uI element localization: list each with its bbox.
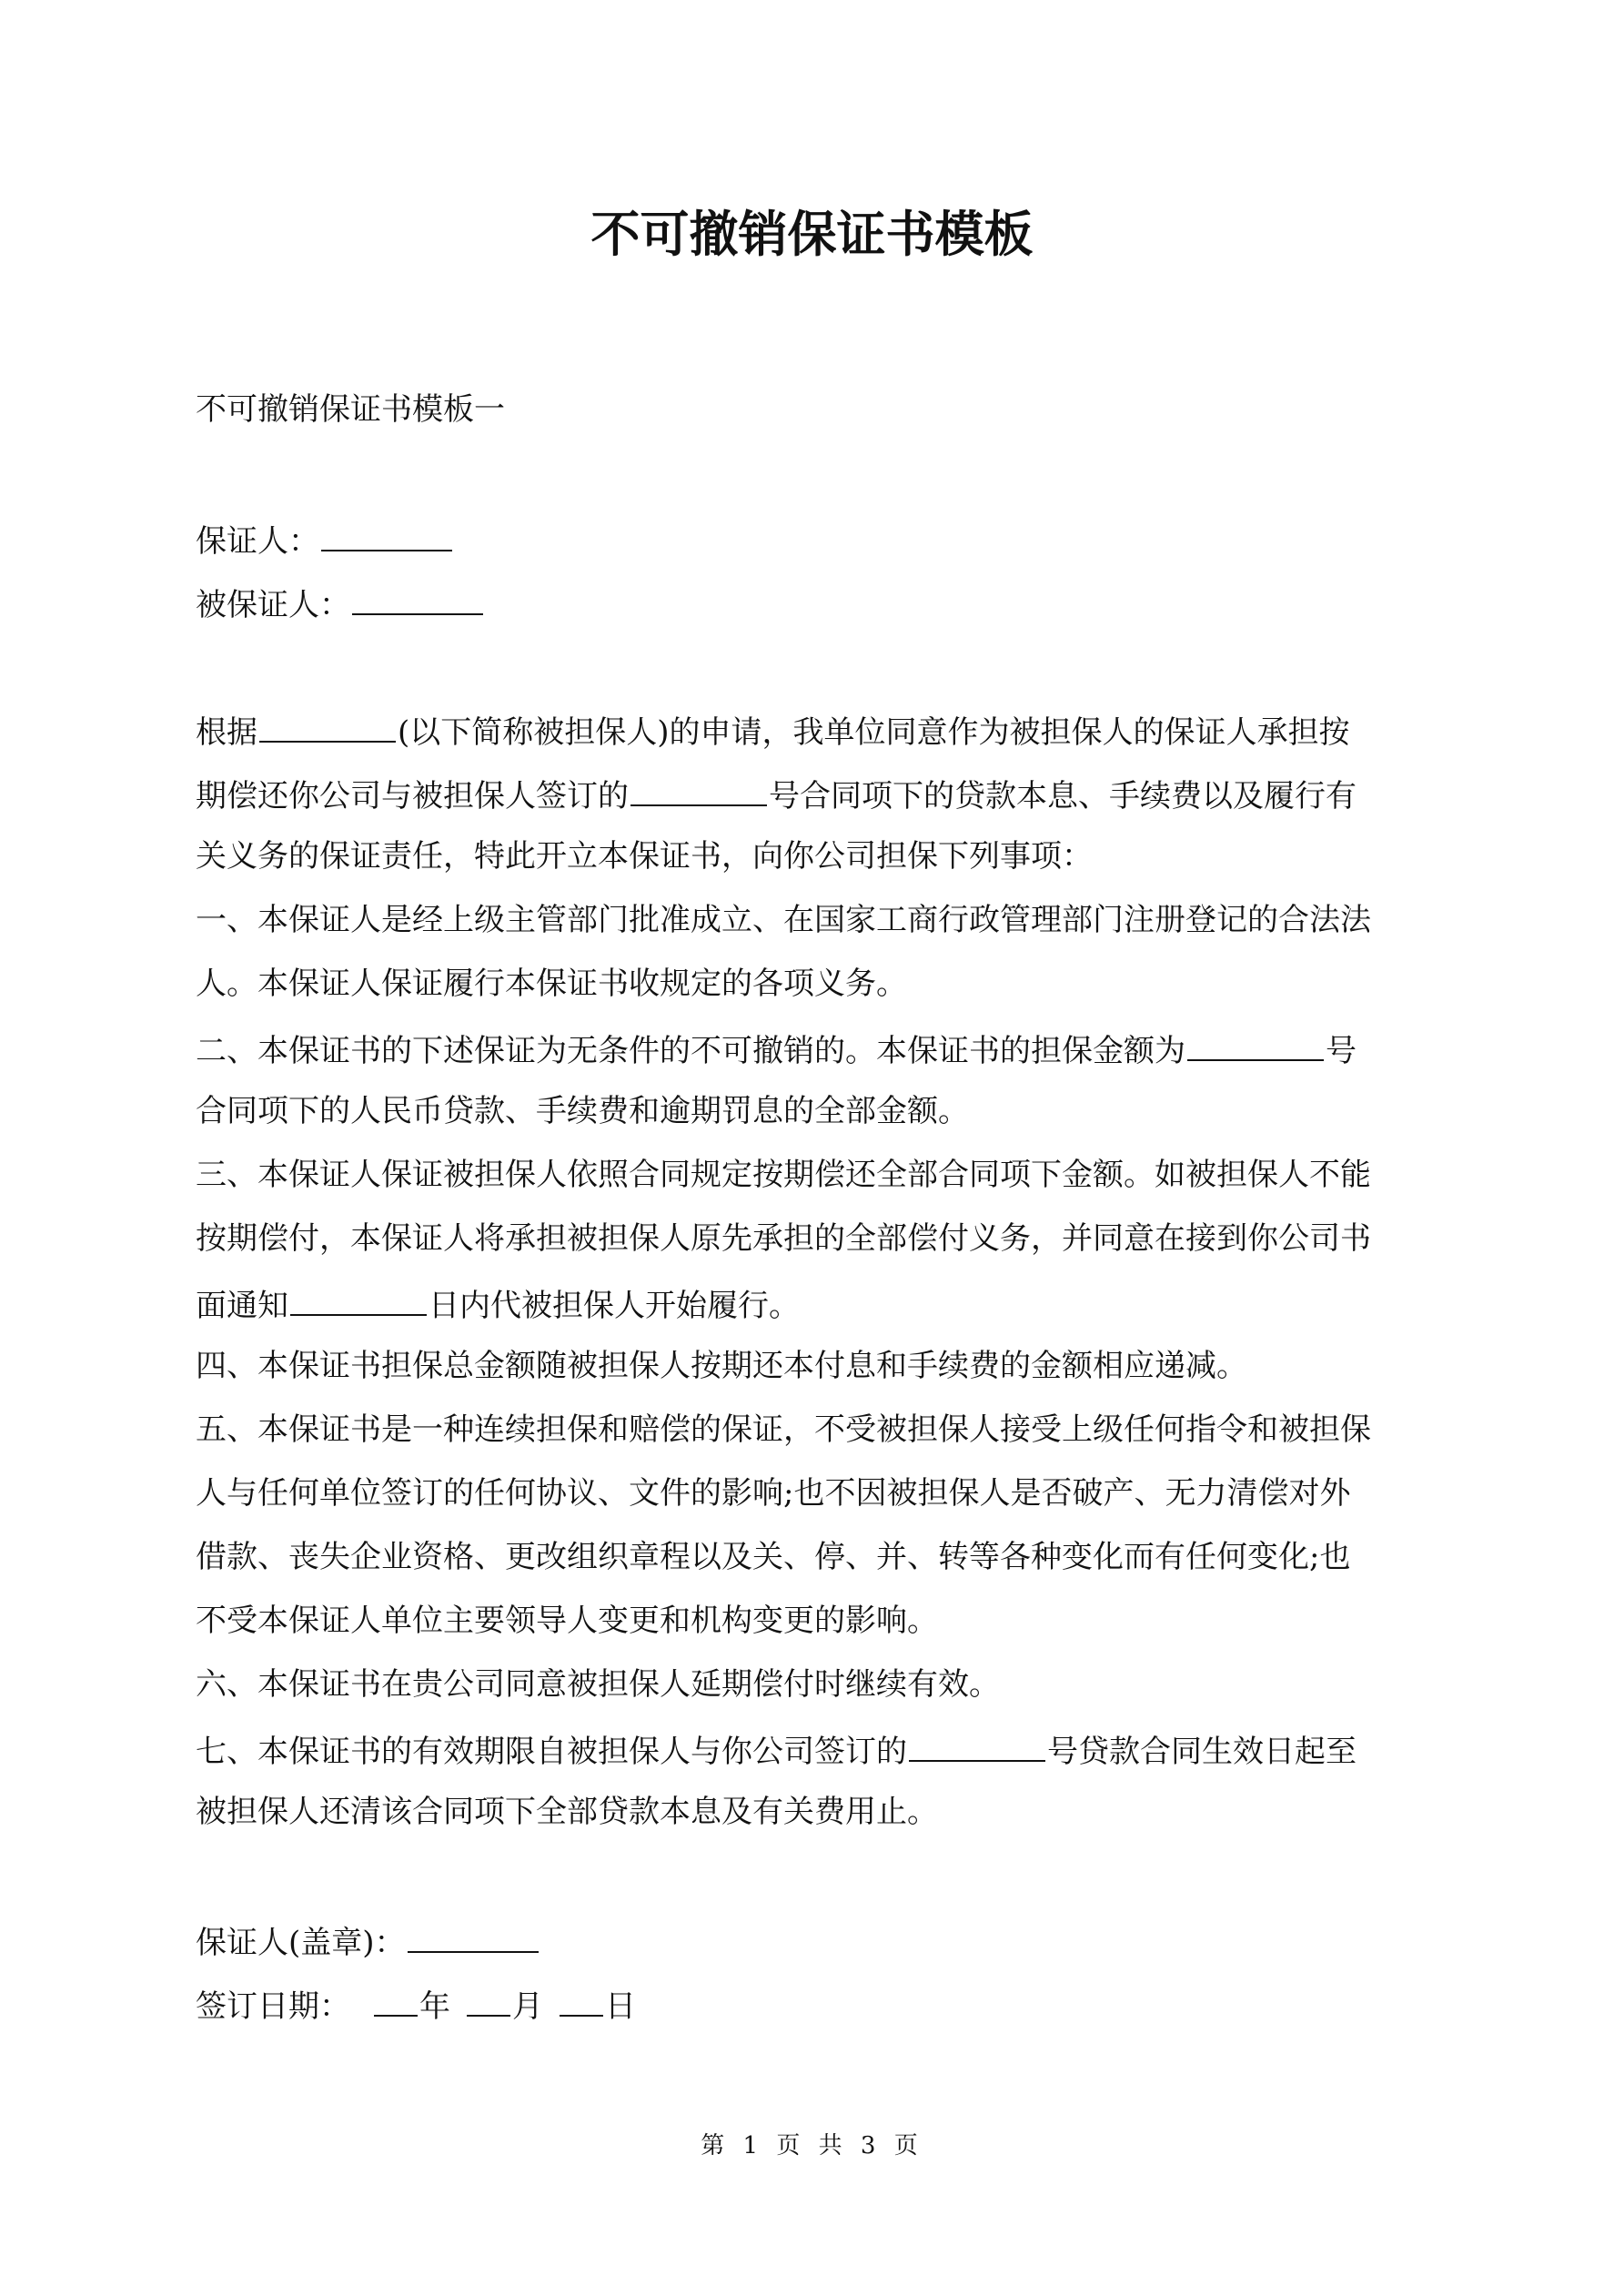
seal-blank (408, 1918, 539, 1953)
clause-5-line: 借款、丧失企业资格、更改组织章程以及关、停、并、转等各种变化而有任何变化;也 (196, 1539, 1351, 1575)
guaranteed-blank (352, 581, 483, 615)
days-blank (290, 1281, 427, 1316)
text-fragment: 号 (1326, 1033, 1357, 1069)
text-fragment: 号贷款合同生效日起至 (1047, 1734, 1357, 1770)
seal-line (196, 1918, 540, 1960)
date-label: 签订日期： (196, 1988, 350, 2025)
document-title: 不可撤销保证书模板 (590, 205, 1034, 263)
clause-5-line: 五、本保证书是一种连续担保和赔偿的保证，不受被担保人接受上级任何指令和被担保 (196, 1411, 1371, 1448)
clause-1-line: 一、本保证人是经上级主管部门批准成立、在国家工商行政管理部门注册登记的合法法 (196, 902, 1371, 938)
clause-5-line: 人与任何单位签订的任何协议、文件的影响;也不因被担保人是否破产、无力清偿对外 (196, 1475, 1351, 1512)
clause-5-line: 不受本保证人单位主要领导人变更和机构变更的影响。 (196, 1603, 938, 1639)
clause-4-line: 四、本保证书担保总金额随被担保人按期还本付息和手续费的金额相应递减。 (196, 1348, 1247, 1384)
seal-label: 保证人(盖章)： (196, 1925, 406, 1961)
guarantor-line (196, 517, 454, 559)
clause-7-line: 被担保人还清该合同项下全部贷款本息及有关费用止。 (196, 1794, 938, 1830)
year-blank (374, 1982, 418, 2017)
subtitle: 不可撤销保证书模板一 (196, 391, 505, 428)
text-fragment: 根据 (196, 714, 257, 751)
day-blank (560, 1982, 603, 2017)
paragraph-line (196, 772, 1357, 814)
contract-number-blank (630, 772, 767, 806)
loan-contract-blank (909, 1727, 1045, 1762)
text-fragment: 日内代被担保人开始履行。 (429, 1288, 800, 1324)
guarantor-blank (321, 517, 452, 551)
text-fragment: 号合同项下的贷款本息、手续费以及履行有 (769, 778, 1357, 814)
month-blank (467, 1982, 510, 2017)
year-label: 年 (419, 1988, 450, 2025)
date-line (196, 1982, 636, 2024)
clause-7-line (196, 1727, 1357, 1769)
paragraph-line: 关义务的保证责任，特此开立本保证书，向你公司担保下列事项： (196, 838, 1093, 875)
clause-2-line: 合同项下的人民币贷款、手续费和逾期罚息的全部金额。 (196, 1093, 969, 1129)
amount-contract-blank (1187, 1027, 1324, 1061)
clause-3-line: 按期偿付，本保证人将承担被担保人原先承担的全部偿付义务，并同意在接到你公司书 (196, 1220, 1371, 1257)
day-label: 日 (605, 1988, 636, 2025)
text-fragment: 期偿还你公司与被担保人签订的 (196, 778, 629, 814)
clause-3-line: 三、本保证人保证被担保人依照合同规定按期偿还全部合同项下金额。如被担保人不能 (196, 1157, 1371, 1193)
text-fragment: 二、本保证书的下述保证为无条件的不可撤销的。本保证书的担保金额为 (196, 1033, 1185, 1069)
applicant-blank (259, 708, 396, 743)
page-number: 第 1 页 共 3 页 (701, 2132, 923, 2159)
text-fragment: 七、本保证书的有效期限自被担保人与你公司签订的 (196, 1734, 907, 1770)
guarantor-label: 保证人： (196, 523, 319, 560)
clause-2-line (196, 1027, 1357, 1068)
paragraph-line (196, 708, 1350, 750)
clause-3-line (196, 1281, 800, 1323)
guaranteed-label: 被保证人： (196, 587, 350, 623)
guaranteed-line (196, 581, 485, 622)
clause-6-line: 六、本保证书在贵公司同意被担保人延期偿付时继续有效。 (196, 1666, 1000, 1703)
month-label: 月 (512, 1988, 543, 2025)
text-fragment: (以下简称被担保人)的申请，我单位同意作为被担保人的保证人承担按 (398, 714, 1350, 751)
text-fragment: 面通知 (196, 1288, 288, 1324)
clause-1-line: 人。本保证人保证履行本保证书收规定的各项义务。 (196, 966, 907, 1002)
